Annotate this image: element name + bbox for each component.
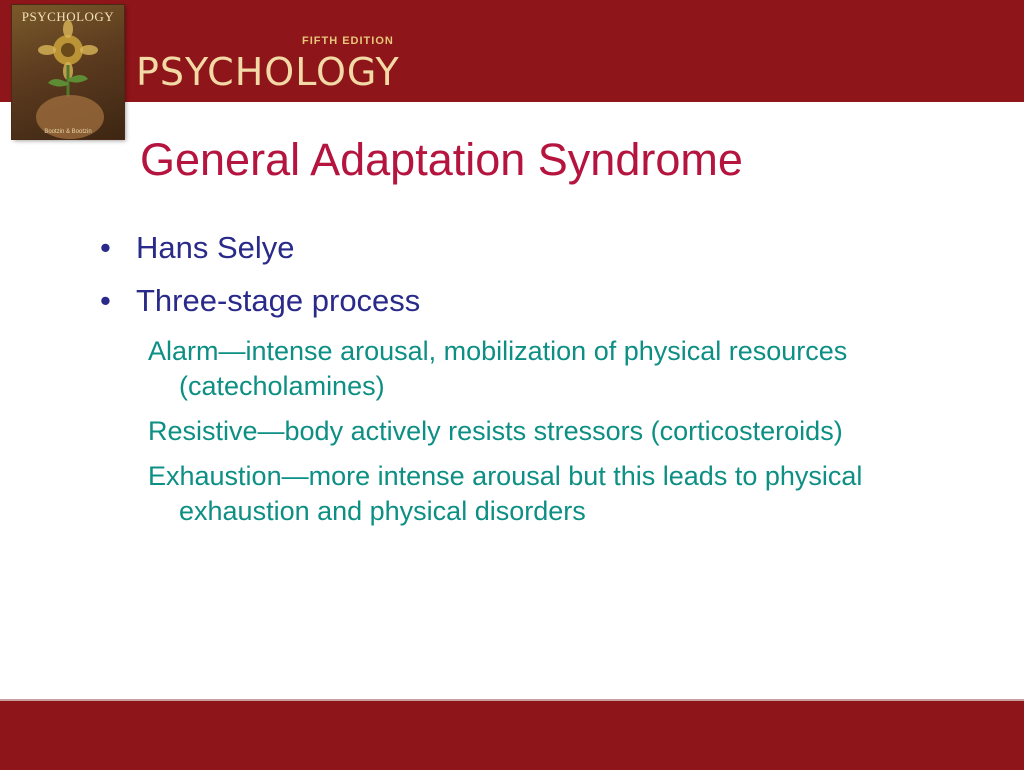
book-cover-image (12, 5, 124, 139)
bullet-text: Hans Selye (136, 230, 295, 265)
bullet-dot-icon: • (100, 283, 111, 318)
book-title: PSYCHOLOGY (136, 50, 400, 94)
cover-title: PSYCHOLOGY (21, 9, 115, 24)
bullet-item (100, 228, 980, 268)
cover-authors: Bootzin & Bootzin (44, 129, 92, 135)
sub-item-resistive: Resistive—body actively resists stressors (corticosteroids) (148, 416, 843, 446)
edition-label: FIFTH EDITION (302, 35, 394, 47)
sub-item-exhaustion: Exhaustion—more intense arousal but this leads to physical exhaustion and physical disorders (148, 461, 863, 526)
bullet-item (100, 281, 980, 321)
bullet-text: Three-stage process (136, 283, 421, 318)
sub-item-alarm: Alarm—intense arousal, mobilization of physical resources (catecholamines) (148, 336, 848, 401)
bullet-dot-icon: • (100, 230, 111, 265)
slide-content (100, 228, 980, 539)
footer-band (0, 699, 1024, 770)
slide-title: General Adaptation Syndrome (140, 134, 743, 185)
